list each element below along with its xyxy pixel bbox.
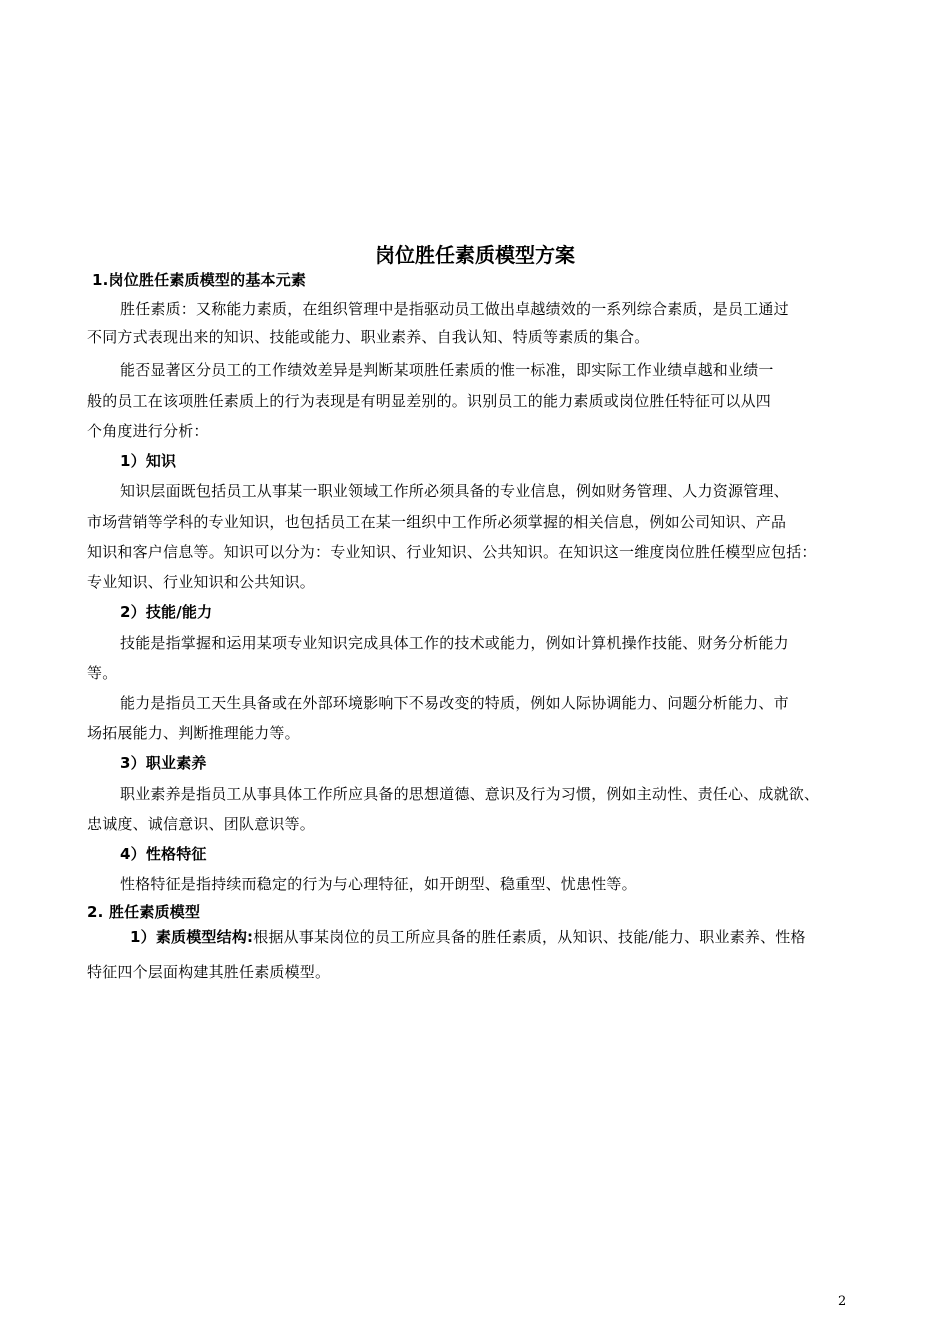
model-structure-text: 根据从事某岗位的员工所应具备的胜任素质，从知识、技能/能力、职业素养、性格	[253, 928, 806, 946]
paragraph-line: 等。	[87, 664, 118, 682]
paragraph-line: 能力是指员工天生具备或在外部环境影响下不易改变的特质，例如人际协调能力、问题分析能力、市	[120, 694, 789, 712]
paragraph-line: 市场营销等学科的专业知识，也包括员工在某一组织中工作所必须掌握的相关信息，例如公司知识、产品	[87, 513, 787, 531]
paragraph-line: 能否显著区分员工的工作绩效差异是判断某项胜任素质的惟一标准，即实际工作业绩卓越和业绩一	[120, 361, 774, 379]
paragraph-line: 特征四个层面构建其胜任素质模型。	[87, 963, 331, 981]
model-structure-label: 1）素质模型结构:	[130, 928, 254, 946]
paragraph-line: 专业知识、行业知识和公共知识。	[87, 573, 316, 591]
paragraph-line: 职业素养是指员工从事具体工作所应具备的思想道德、意识及行为习惯，例如主动性、责任心、成就欲、	[120, 785, 820, 803]
paragraph-line: 个角度进行分析：	[87, 422, 209, 440]
subheading-personality: 4）性格特征	[120, 845, 207, 863]
paragraph-line: 忠诚度、诚信意识、团队意识等。	[87, 815, 316, 833]
subheading-skills: 2）技能/能力	[120, 603, 213, 621]
paragraph-line: 性格特征是指持续而稳定的行为与心理特征，如开朗型、稳重型、忧患性等。	[120, 875, 637, 893]
paragraph-line: 不同方式表现出来的知识、技能或能力、职业素养、自我认知、特质等素质的集合。	[87, 328, 650, 346]
paragraph-line: 般的员工在该项胜任素质上的行为表现是有明显差别的。识别员工的能力素质或岗位胜任特征可以从四	[87, 392, 772, 410]
paragraph-line: 胜任素质：又称能力素质，在组织管理中是指驱动员工做出卓越绩效的一系列综合素质，是员工通过	[120, 300, 789, 318]
paragraph-line: 技能是指掌握和运用某项专业知识完成具体工作的技术或能力，例如计算机操作技能、财务分析能力	[120, 634, 789, 652]
paragraph-line: 场拓展能力、判断推理能力等。	[87, 724, 300, 742]
section-heading-competency-model: 2. 胜任素质模型	[87, 903, 201, 921]
paragraph-line: 知识层面既包括员工从事某一职业领域工作所必须具备的专业信息，例如财务管理、人力资源管理、	[120, 482, 789, 500]
subheading-knowledge: 1）知识	[120, 452, 177, 470]
section-heading-basic-elements: 1.岗位胜任素质模型的基本元素	[92, 271, 307, 289]
paragraph-line: 知识和客户信息等。知识可以分为：专业知识、行业知识、公共知识。在知识这一维度岗位胜任模型应包括：	[87, 543, 817, 561]
page-number: 2	[838, 1294, 847, 1309]
subheading-professionalism: 3）职业素养	[120, 754, 207, 772]
paragraph-line	[130, 927, 806, 947]
document-title: 岗位胜任素质模型方案	[375, 243, 575, 267]
